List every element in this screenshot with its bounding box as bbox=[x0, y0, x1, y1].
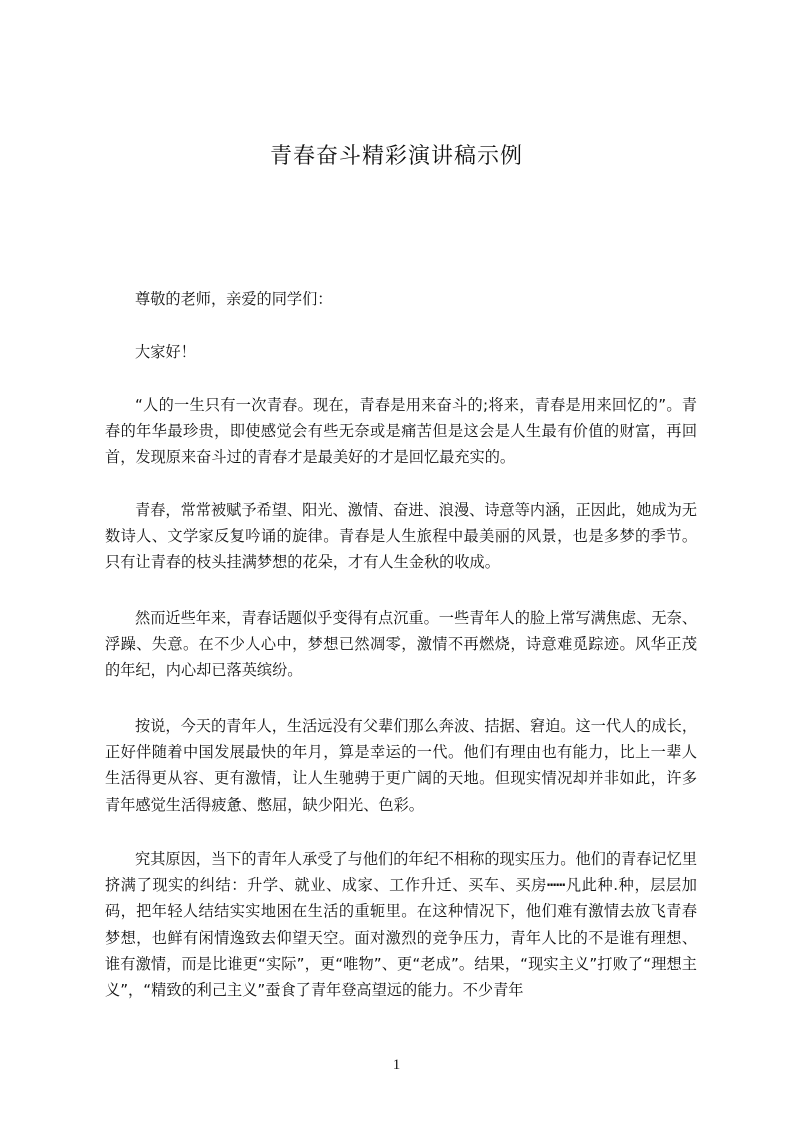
body-paragraph-text: 青春，常常被赋予希望、阳光、激情、奋进、浪漫、诗意等内涵，正因此，她成为无数诗人、文学家反复吟诵的旋律。青春是人生旅程中最美丽的风景，也是多梦的季节。只有让青春的枝头挂满梦想的花朵，才有人生金秋的收成。 bbox=[105, 501, 697, 572]
hello-text: 大家好！ bbox=[135, 343, 196, 361]
body-paragraph-4 bbox=[105, 713, 697, 818]
body-paragraph-5 bbox=[105, 846, 697, 1003]
hello-paragraph bbox=[105, 339, 697, 365]
body-paragraph-text: 按说，今天的青年人，生活远没有父辈们那么奔波、拮据、窘迫。这一代人的成长，正好伴随着中国发展最快的年月，算是幸运的一代。他们有理由也有能力，比上一辈人生活得更从容、更有激情，让人生驰骋于更广阔的天地。但现实情况却并非如此，许多青年感觉生活得疲惫、憋屈，缺少阳光、色彩。 bbox=[105, 717, 697, 814]
page-number: 1 bbox=[392, 1057, 401, 1073]
body-paragraph-2 bbox=[105, 497, 697, 576]
body-paragraph-text: “人的一生只有一次青春。现在，青春是用来奋斗的;将来，青春是用来回忆的”。青春的年华最珍贵，即使感觉会有些无奈或是痛苦但是这会是人生最有价值的财富，再回首，发现原来奋斗过的青春才是最美好的才是回忆最充实的。 bbox=[105, 396, 697, 467]
document-title: 青春奋斗精彩演讲稿示例 bbox=[269, 144, 523, 169]
body-paragraph-text: 然而近些年来，青春话题似乎变得有点沉重。一些青年人的脸上常写满焦虑、无奈、浮躁、失意。在不少人心中，梦想已然凋零，激情不再燃烧，诗意难觅踪迹。风华正茂的年纪，内心却已落英缤纷。 bbox=[105, 609, 697, 680]
body-paragraph-text: 究其原因，当下的青年人承受了与他们的年纪不相称的现实压力。他们的青春记忆里挤满了现实的纠结：升学、就业、成家、工作升迁、买车、买房┅┅凡此种.种，层层加码，把年轻人结结实实地困在生活的重轭里。在这种情况下，他们难有激情去放飞青春梦想，也鲜有闲情逸致去仰望天空。面对激烈的竞争压力，青年人比的不是谁有理想、谁有激情，而是比谁更“实际”，更“唯物”、更“老成”。结果，“现实主义”打败了“理想主义”，“精致的利己主义”蚕食了青年登高望远的能力。不少青年 bbox=[105, 850, 697, 1000]
body-paragraph-1 bbox=[105, 392, 697, 471]
body-paragraph-3 bbox=[105, 605, 697, 684]
greeting-text: 尊敬的老师，亲爱的同学们： bbox=[135, 290, 333, 308]
greeting-paragraph bbox=[105, 286, 697, 312]
